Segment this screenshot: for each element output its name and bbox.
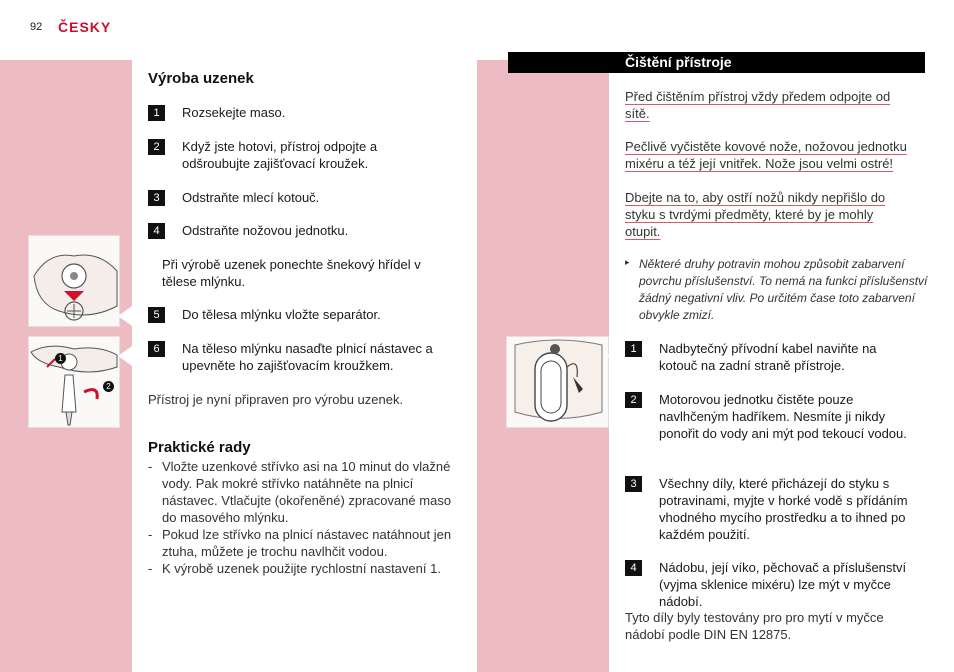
step-text-6: Na těleso mlýnku nasaďte plnicí nástavec a upevněte ho zajišťovacím kroužkem. (182, 341, 433, 373)
clean-step-number-1: 1 (625, 341, 642, 357)
step-text-1: Rozsekejte maso. (182, 105, 286, 120)
clean-step-text-4: Nádobu, její víko, pěchovač a příslušenství (vyjma sklenice mixéru) lze mýt v myčce nádobí. (659, 560, 907, 609)
image-pointer-1 (118, 306, 132, 326)
step-text-4: Odstraňte nožovou jednotku. (182, 223, 349, 238)
section-heading-sausage: Výroba uzenek (148, 70, 254, 87)
step-number-2: 2 (148, 139, 165, 155)
warning-3: Dbejte na to, aby ostří nožů nikdy nepřišlo do styku s tvrdými předměty, které by je mohly otupit. (625, 190, 886, 239)
ready-text: Přístroj je nyní připraven pro výrobu uzenek. (148, 392, 404, 407)
step-text-3: Odstraňte mlecí kotouč. (182, 190, 320, 205)
clean-step-text-2: Motorovou jednotku čistěte pouze navlhčeným hadříkem. Nesmíte ji nikdy ponořit do vody ani mýt pod tekoucí vodou. (659, 392, 907, 441)
step-number-4: 4 (148, 223, 165, 239)
cleaning-heading: Čištění přístroje (625, 54, 732, 70)
tip-item: - K výrobě uzenek použijte rychlostní nastavení 1. (148, 560, 453, 577)
step-number-5: 5 (148, 307, 165, 323)
step-note: Při výrobě uzenek ponechte šnekový hřídel v tělese mlýnku. (162, 257, 421, 289)
step-number-3: 3 (148, 190, 165, 206)
tip-item: - Vložte uzenkové střívko asi na 10 minut do vlažné vody. Pak mokré střívko natáhněte na plnicí nástavec. Vtlačujte (okořeněné) zpracované maso do masového mlýnku. (148, 458, 453, 526)
clean-step-number-4: 4 (625, 560, 642, 576)
cleaning-header-bar (508, 52, 925, 73)
dishwasher-note: Tyto díly byly testovány pro pro mytí v myčce nádobí podle DIN EN 12875. (625, 610, 884, 642)
step-text-2: Když jste hotovi, přístroj odpojte a odšroubujte zajišťovací kroužek. (182, 139, 378, 171)
page-number: 92 (30, 21, 43, 33)
note-bullet: ▸ (625, 257, 630, 267)
grinder-illustration-1 (28, 235, 120, 327)
tips-list (148, 458, 453, 577)
clean-step-number-3: 3 (625, 476, 642, 492)
step-number-1: 1 (148, 105, 165, 121)
note-text: Některé druhy potravin mohou způsobit zabarvení povrchu příslušenství. To nemá na funkci příslušenství žádný negativní vliv. Po určitém čase toto zabarvení obvykle zmizí. (639, 257, 928, 322)
warning-2: Pečlivě vyčistěte kovové nože, nožovou jednotku mixéru a též její vnitřek. Nože jsou velmi ostré! (625, 139, 907, 171)
tips-heading: Praktické rady (148, 439, 251, 456)
language-label: ČESKY (58, 19, 112, 35)
image-pointer-3 (607, 346, 621, 366)
step-marker-1: 1 (55, 353, 66, 364)
image-pointer-2 (118, 346, 132, 366)
tip-item: - Pokud lze střívko na plnicí nástavec natáhnout jen ztuha, můžete je trochu navlhčit vodou. (148, 526, 453, 560)
step-marker-2: 2 (103, 381, 114, 392)
step-number-6: 6 (148, 341, 165, 357)
step-text-5: Do tělesa mlýnku vložte separátor. (182, 307, 381, 322)
grinder-illustration-2 (28, 336, 120, 428)
appliance-illustration (506, 336, 609, 428)
warning-1: Před čištěním přístroj vždy předem odpojte od sítě. (625, 89, 891, 121)
clean-step-text-3: Všechny díly, které přicházejí do styku s potravinami, myjte v horké vodě s přídáním vhodného mycího prostředku a to ihned po každém použití. (659, 476, 908, 542)
clean-step-text-1: Nadbytečný přívodní kabel naviňte na kotouč na zadní straně přístroje. (659, 341, 877, 373)
clean-step-number-2: 2 (625, 392, 642, 408)
